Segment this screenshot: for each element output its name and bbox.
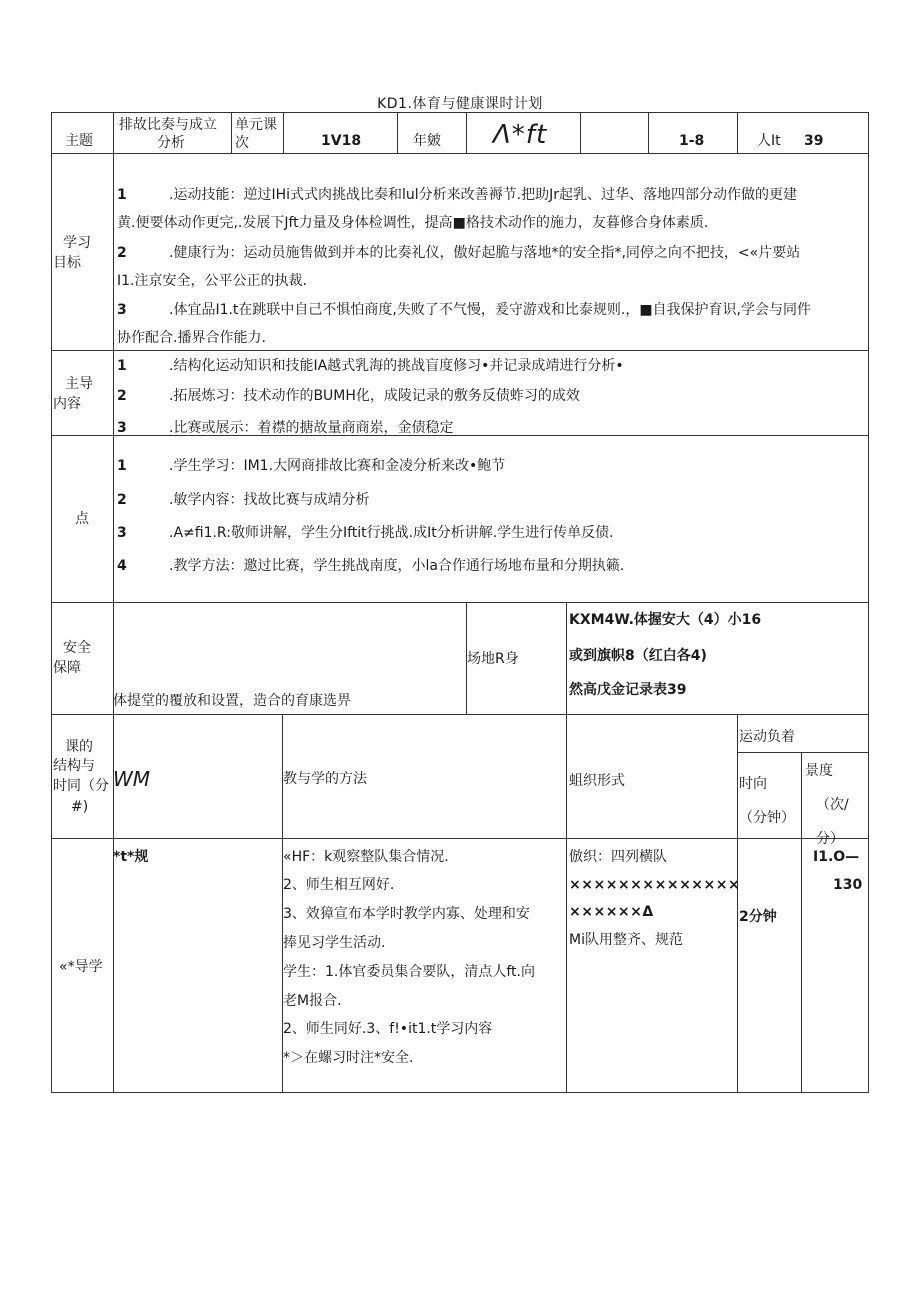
safety-label-line1: 安全 [63,640,91,656]
venue-label: 场地R身 [467,651,519,667]
content-text: .结构化运动知识和技能IA越式乳海的挑战盲度修习•并记录成靖进行分析• [169,358,624,374]
point-number: 4 [117,558,127,574]
intro-content: *t*规 [113,849,149,865]
equipment-line: 或到旗帜8（红白各4) [569,648,707,664]
objective-item [117,296,811,352]
rule-right [868,112,869,1093]
structure-label-line: 课的 [65,739,93,755]
rule-h8 [737,112,738,153]
point-number: 2 [117,492,127,508]
rule-c3 [737,714,738,1092]
content-text: .比赛或展示：着襟的搪故量商商岽，金债稳定 [169,420,454,436]
method-line: 老M报合. [283,993,342,1009]
organization-line: ××××××Δ [569,904,654,920]
method-line: 2、师生同好.3、f!•it1.t学习内容 [283,1021,493,1037]
rule-left [51,112,52,1093]
method-line: «HF：k观察整队集合情况. [283,849,449,865]
method-line: 捧见习学生活动. [283,935,386,951]
objective-text: .运动技能：逆过IHi式式肉挑战比奏和lul分析来改善褥节.把助Jr起乳、过华、落地四部分动作做的更建 [169,187,797,203]
rule-h6 [580,112,581,153]
objectives-label-line2: 目标 [53,255,81,271]
rule-label-col [113,153,114,1092]
point-number: 3 [117,525,127,541]
content-column-label: WM [113,767,151,791]
rule-top [51,112,869,113]
people-value: 39 [804,133,824,149]
objective-number: 2 [117,245,127,261]
lesson-plan-table [51,112,869,1093]
method-column-label: 教与学的方法 [283,771,367,787]
content-text: .拓展炼习：技术动作的BUMH化，成陵记录的敷务反债蚱习的成效 [169,388,580,404]
load-label: 运动负着 [739,729,795,745]
rule-h4 [397,112,398,153]
content-number: 1 [117,358,127,374]
intensity-label-line: 景度 [805,763,833,779]
intensity-label-line: 分） [816,831,844,847]
objective-number: 1 [117,187,127,203]
intensity-label-line: （次/ [816,797,849,813]
objectives-label-line1: 学习 [63,235,91,251]
point-text: .A≠fi1.R:敬师讲解，学生分Iftit行挑战.成It分析讲解.学生进行传单反债. [169,525,614,541]
structure-label-line: 结构与 [53,758,95,774]
content-number: 2 [117,388,127,404]
grade-label: 年皴 [413,133,441,149]
intro-time: 2分钟 [739,909,777,925]
document-title: KD1.体育与健康课时计划 [377,96,543,112]
equipment-line: KXM4W.体握安大（4）小16 [569,612,762,628]
content-item [117,414,453,442]
time-label-line: （分钟） [739,810,795,826]
rule-h2 [231,112,232,153]
objective-text: I1.注京安全，公平公正的执裁. [117,273,307,289]
rule-h7 [648,112,649,153]
rule-bottom [51,1092,869,1093]
content-item [117,382,580,410]
organization-column-label: 蛆织形式 [569,773,625,789]
rule-points-bottom [51,602,869,603]
intro-intensity-line: I1.O— [813,849,860,865]
rule-h1 [113,112,114,153]
point-item [117,452,505,480]
point-number: 1 [117,458,127,474]
intro-intensity-line: 130 [833,877,863,893]
content-label-line1: 主导 [65,376,93,392]
point-text: .教学方法：邀过比赛，学生挑战南度，小la合作通行场地布量和分期执籁. [169,558,625,574]
organization-line: ×××××××××××××× [569,877,741,893]
unit-label-line1: 单元课 [235,117,277,133]
objective-number: 3 [117,302,127,318]
objective-text: .体宜品I1.t在跳联中自己不惧怕商度,失败了不气慢，爰守游戏和比泰规则.，■自我保护育识,学会与同件 [169,302,812,318]
rule-header-bottom [51,153,869,154]
point-item [117,486,369,514]
objective-text: 黄.便要体动作更完,.发展下Jft力量及身体检调性，提高■格技术动作的施力，友暮修合身体素质. [117,215,709,231]
topic-value-line2: 分析 [157,135,185,151]
objective-item [117,181,797,237]
lesson-value: 1-8 [679,133,705,149]
content-item [117,352,624,380]
method-line: 3、效獐宣布本学时教学内寡、处理和安 [283,906,530,922]
points-label: 点 [75,511,89,527]
topic-value-line1: 排故比奏与成立 [119,117,217,133]
organization-line: Mi队用整齐、规范 [569,932,683,948]
safety-label-line2: 保障 [53,660,81,676]
objective-text: .健康行为：运动员施售做到并本的比奏礼仪，傲好起脆与落地*的安全指*,同停之向不把技，<«片要站 [169,245,801,261]
grade-value: Λ*ft [493,120,548,150]
content-label-line2: 内容 [53,396,81,412]
method-line: *＞在螺习时注*安全. [283,1050,414,1066]
rule-safety-bottom [51,714,869,715]
safety-text: 体提堂的覆放和设置，造合的育康选畀 [113,693,351,709]
rule-h5 [466,112,467,153]
objective-text: 协作配合.播界合作能力. [117,330,266,346]
equipment-line: 然高戊金记录表39 [569,682,687,698]
rule-c2 [566,714,567,1092]
method-line: 2、师生相互网好. [283,877,395,893]
point-item [117,552,624,580]
intro-section-label: «*导学 [59,959,103,975]
rule-schedule-header-bottom [51,838,869,839]
point-text: .学生学习：IM1.大网商排故比赛和金凌分析来改•鲍节 [169,458,506,474]
objective-item [117,239,800,295]
unit-label-line2: 次 [235,135,249,151]
rule-h3 [283,112,284,153]
content-number: 3 [117,420,127,436]
organization-line: 倣织：四列横队 [569,849,667,865]
method-line: 学生：1.体官委员集合要队，清点人ft.向 [283,964,535,980]
intensity-clip [802,752,868,847]
topic-label: 主题 [65,133,93,149]
people-label: 人It [757,133,781,149]
unit-value: 1V18 [321,133,362,149]
time-label-line: 时向 [739,776,767,792]
content-clip [51,350,869,435]
rule-s2 [566,602,567,714]
point-text: .敏学内容：找故比赛与成靖分析 [169,492,370,508]
point-item [117,519,614,547]
structure-label-line: 时同（分 [53,778,109,794]
structure-label-line: #) [71,799,89,815]
